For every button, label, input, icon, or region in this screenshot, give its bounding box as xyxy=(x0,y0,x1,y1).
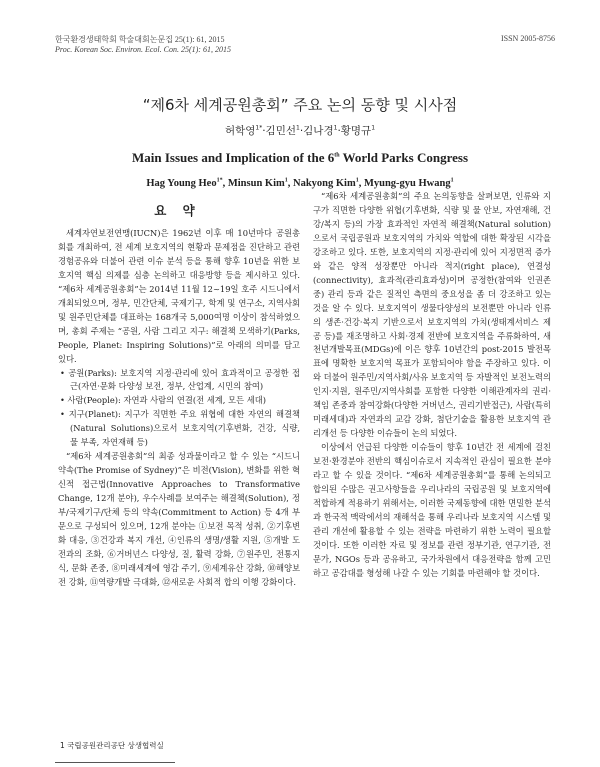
abstract-paragraph: “제6차 세계공원총회”의 주요 논의동향을 살펴보면, 인류와 지구가 직면한 다양한 위협(기후변화, 식량 및 물 안보, 자연재해, 건강/복지 등)의 가장 효과적인 자연적 해결책(Natural solution)으로서 국립공원과 보호지역의 가치와 역할에 대한 확장된 시각을 강조하고 있다. 또한, 보호지역의 지정·관리에 있어 지정면적 증가와 같은 양적 성장뿐만 아니라 적지(right place), 연결성(connectivity), 효과적(관리효과성)이며 공정한(참여와 인권존중) 관리 등과 같은 질적인 측면의 중요성을 좀 더 강조하고 있는 것을 알 수 있다. 보호지역이 생물다양성의 보전뿐만 아니라 인류의 생존·건강·복지 기반으로서 보호지역의 가치(생태계서비스 제공 등)를 재조명하고 사회·경제 전반에 보호지역을 주류화하여, 새천년개발목표(MDGs)에 이은 향후 10년간의 post-2015 발전목표에 명확한 보호지역 목표가 포함되어야 함을 주장하고 있다. 이와 더불어 원주민/지역사회/사유 보호지역 등 자발적인 보전노력의 인지·지원, 원주민/지역사회를 포함한 다양한 이해관계자의 권리·책임 존중과 참여강화(다양한 거버넌스, 권리기반접근), 사람(특히 미래세대)과 자연과의 교감 강화, 첨단기술을 활용한 보호지역 관리개선 등 다양한 이슈들이 논의 되었다. xyxy=(313,191,551,439)
abstract-right-column xyxy=(313,190,551,581)
footnote: 1 국립공원관리공단 상생협력실 xyxy=(60,741,164,750)
authors-kr: 허학영$^{1*}$·김민선$^1$·김나경$^1$·황명규$^1$ xyxy=(224,124,376,137)
issn: ISSN 2005-8756 xyxy=(500,34,555,43)
paper-title-en: Main Issues and Implication of the 6th World Parks Congress xyxy=(131,150,469,165)
abstract-left-column xyxy=(58,227,300,590)
journal-header-kr: 한국환경생태학회 학술대회논문집 25(1): 61, 2015 xyxy=(55,35,225,44)
abstract-heading: 요 약 xyxy=(154,203,201,218)
authors-en: Hag Young Heo$^{1*}$, Minsun Kim$^1$, Nakyong Kim$^1$, Myung-gyu Hwang$^1$ xyxy=(146,177,454,189)
journal-header-en: Proc. Korean Soc. Environ. Ecol. Con. 25(1): 61, 2015 xyxy=(55,45,231,54)
abstract-bullet: • 사람(People): 자연과 사람의 연결(전 세계, 모든 세대) xyxy=(60,395,266,406)
paper-title-kr: “제6차 세계공원총회” 주요 논의 동향 및 시사점 xyxy=(142,96,458,114)
abstract-paragraph: 이상에서 언급된 다양한 이슈들이 향후 10년간 전 세계에 걸친 보전·환경분야 전반의 핵심이슈로서 지속적인 관심이 필요한 분야라고 할 수 있을 것이다. “제6차 세계공원총회”를 통해 논의되고 합의된 수많은 권고사항들을 우리나라의 국립공원 및 보호지역에 적합하게 적용하기 위해서는, 이러한 국제동향에 대한 면밀한 분석과 한국적 맥락에서의 재해석을 통해 우리나라 보호지역 시스템 및 관리 개선에 활용할 수 있는 전략을 마련하기 위한 노력이 필요할 것이다. 또한 이러한 자료 및 정보를 관련 정부기관, 연구기관, 전문가, NGOs 등과 공유하고, 국가차원에서 대응전략을 함께 고민하고 공감대를 형성해 나갈 수 있는 기회를 마련해야 할 것이다. xyxy=(313,442,551,578)
abstract-paragraph: “제6차 세계공원총회”의 최종 성과물이라고 할 수 있는 “시드니 약속(The Promise of Sydney)”은 비전(Vision), 변화를 위한 혁신적 접근법(Innovative Approaches to Transformative Change, 12개 분야), 우수사례를 보여주는 해결책(Solution), 정부/국제기구/단체 등의 약속(Commitment to Action) 등 4개 부문으로 구성되어 있으며, 12개 분야는 ①보전 목적 성취, ②기후변화 대응, ③건강과 복지 개선, ④인류의 생명/생활 지원, ⑤개발 도전과의 조화, ⑥거버넌스 다양성, 질, 활력 강화, ⑦원주민, 전통지식, 문화 존중, ⑧미래세계에 영감 주기, ⑨세계유산 강화, ⑩해양보전 강화, ⑪역량개발 극대화, ⑫새로운 사회적 합의 이행 강화이다. xyxy=(58,451,300,587)
abstract-bullet: • 공원(Parks): 보호지역 지정·관리에 있어 효과적이고 공정한 접근(자연·문화 다양성 보전, 정부, 산업계, 시민의 참여) xyxy=(60,367,300,392)
abstract-bullet: • 지구(Planet): 지구가 직면한 주요 위협에 대한 자연의 해결책(Natural Solutions)으로서 보호지역(기후변화, 건강, 식량, 물 부족, 자연재해 등) xyxy=(60,409,300,448)
footnote-rule xyxy=(55,762,175,763)
abstract-paragraph: 세계자연보전연맹(IUCN)은 1962년 이후 매 10년마다 공원총회를 개최하여, 전 세계 보호지역의 현황과 문제점을 진단하고 관련 경험공유와 더불어 관련 이슈 분석 등을 통해 향후 10년을 위한 보호지역 핵심 의제를 심층 논의하고 대응방향 등을 제시하고 있다. “제6차 세계공원총회”는 2014년 11월 12~19일 호주 시드니에서 개최되었으며, 정부, 민간단체, 국제기구, 학계 및 연구소, 지역사회 및 원주민단체를 대표하는 168개국 5,000여명 이상이 참석하였으며, 총회 주제는 “공원, 사람 그리고 지구: 해결책 모색하기(Parks, People, Planet: Inspiring Solutions)”로 아래의 의미를 담고 있다. xyxy=(58,228,300,364)
